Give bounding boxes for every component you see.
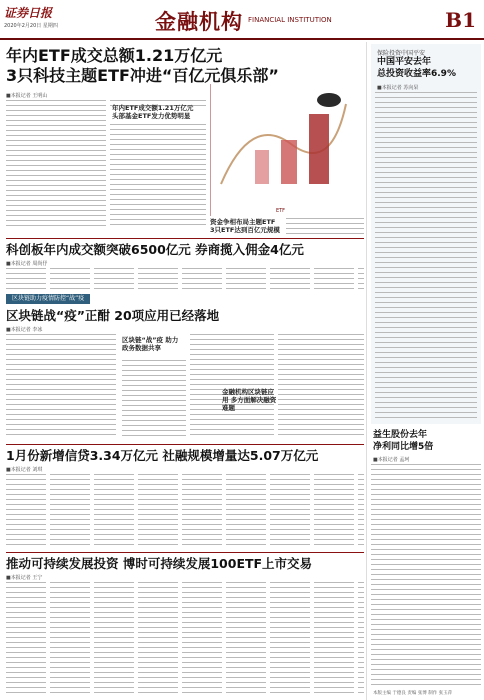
sidebar-kicker: 保险投资中国平安: [377, 50, 426, 57]
article2-headline: 科创板年内成交额突破6500亿元 券商揽入佣金4亿元: [6, 242, 304, 257]
etf-illustration-label: ETF: [275, 208, 286, 214]
article4-headline: 1月份新增信贷3.34万亿元 社融规模增量达5.07万亿元: [6, 448, 319, 463]
lead-byline: ■本报记者 王明山: [6, 93, 48, 99]
article5-headline: 推动可持续发展投资 博时可持续发展100ETF上市交易: [6, 556, 313, 571]
sidebar-body-2: [371, 464, 481, 688]
sidebar-byline-2: ■本报记者 孟珂: [373, 457, 410, 463]
lead-headline-line1: 年内ETF成交总额1.21万亿元: [6, 46, 223, 65]
sidebar-body-1: [375, 92, 477, 418]
page-credits: 本版主编 于德良 责编 张博 制作 张玉萍: [373, 691, 453, 696]
lead-headline-line2: 3只科技主题ETF冲进“百亿元俱乐部”: [6, 66, 279, 85]
article2-body: [6, 268, 364, 290]
article3-kicker: 区块链助力疫情防控“战”疫: [6, 294, 90, 304]
sidebar-title-3: 益生股份去年: [373, 430, 428, 440]
lead-body-left: [6, 100, 106, 228]
divider-1: [6, 238, 364, 239]
sidebar-box-1: [371, 44, 481, 424]
article3-body-left: [6, 334, 116, 438]
article4-byline: ■本报记者 刘琪: [6, 467, 43, 473]
divider-2: [6, 444, 364, 445]
article3-body-right: [278, 334, 364, 438]
masthead: [0, 0, 484, 40]
sidebar-byline-1: ■本报记者 苏向杲: [377, 85, 419, 91]
sidebar: [366, 42, 484, 700]
dateline: 2020年2月20日 星期四: [4, 23, 58, 29]
page-number: B1: [445, 8, 476, 32]
lead-subhead-2: 资金争相布局主题ETF 3只ETF达到百亿元规模: [210, 218, 280, 234]
etf-illustration: [210, 84, 350, 216]
section-title: 金融机构: [155, 9, 243, 34]
article3-subhead-1: 区块链“战”疫 助力政务数据共享: [122, 336, 179, 352]
section-title-english: FINANCIAL INSTITUTION: [248, 16, 332, 24]
article4-body: [6, 474, 364, 548]
sidebar-title-2: 总投资收益率6.9%: [377, 69, 456, 79]
article3-body-mid: [122, 360, 186, 438]
article2-byline: ■本报记者 周尚伃: [6, 261, 48, 267]
article3-subhead-2: 金融机构区块链应用 多方面解决融资难题: [222, 388, 277, 412]
divider-3: [6, 552, 364, 553]
sidebar-title-1: 中国平安去年: [377, 57, 432, 67]
sidebar-title-4: 净利同比增5倍: [373, 442, 434, 452]
article3-headline: 区块链战“疫”正酣 20项应用已经落地: [6, 308, 220, 323]
article3-body-mid2: [190, 334, 274, 438]
article5-byline: ■本报记者 王宁: [6, 575, 43, 581]
article3-byline: ■本报记者 李冰: [6, 327, 43, 333]
newspaper-logo: 证券日报: [4, 6, 53, 20]
article5-body: [6, 582, 364, 694]
lead-body-middle-2: [110, 124, 206, 228]
etf-illustration-graphic: [211, 84, 351, 216]
lead-body-bottom: [286, 218, 364, 236]
lead-subhead-1: 年内ETF成交额1.21万亿元 头部基金ETF发力优势明显: [112, 104, 194, 120]
